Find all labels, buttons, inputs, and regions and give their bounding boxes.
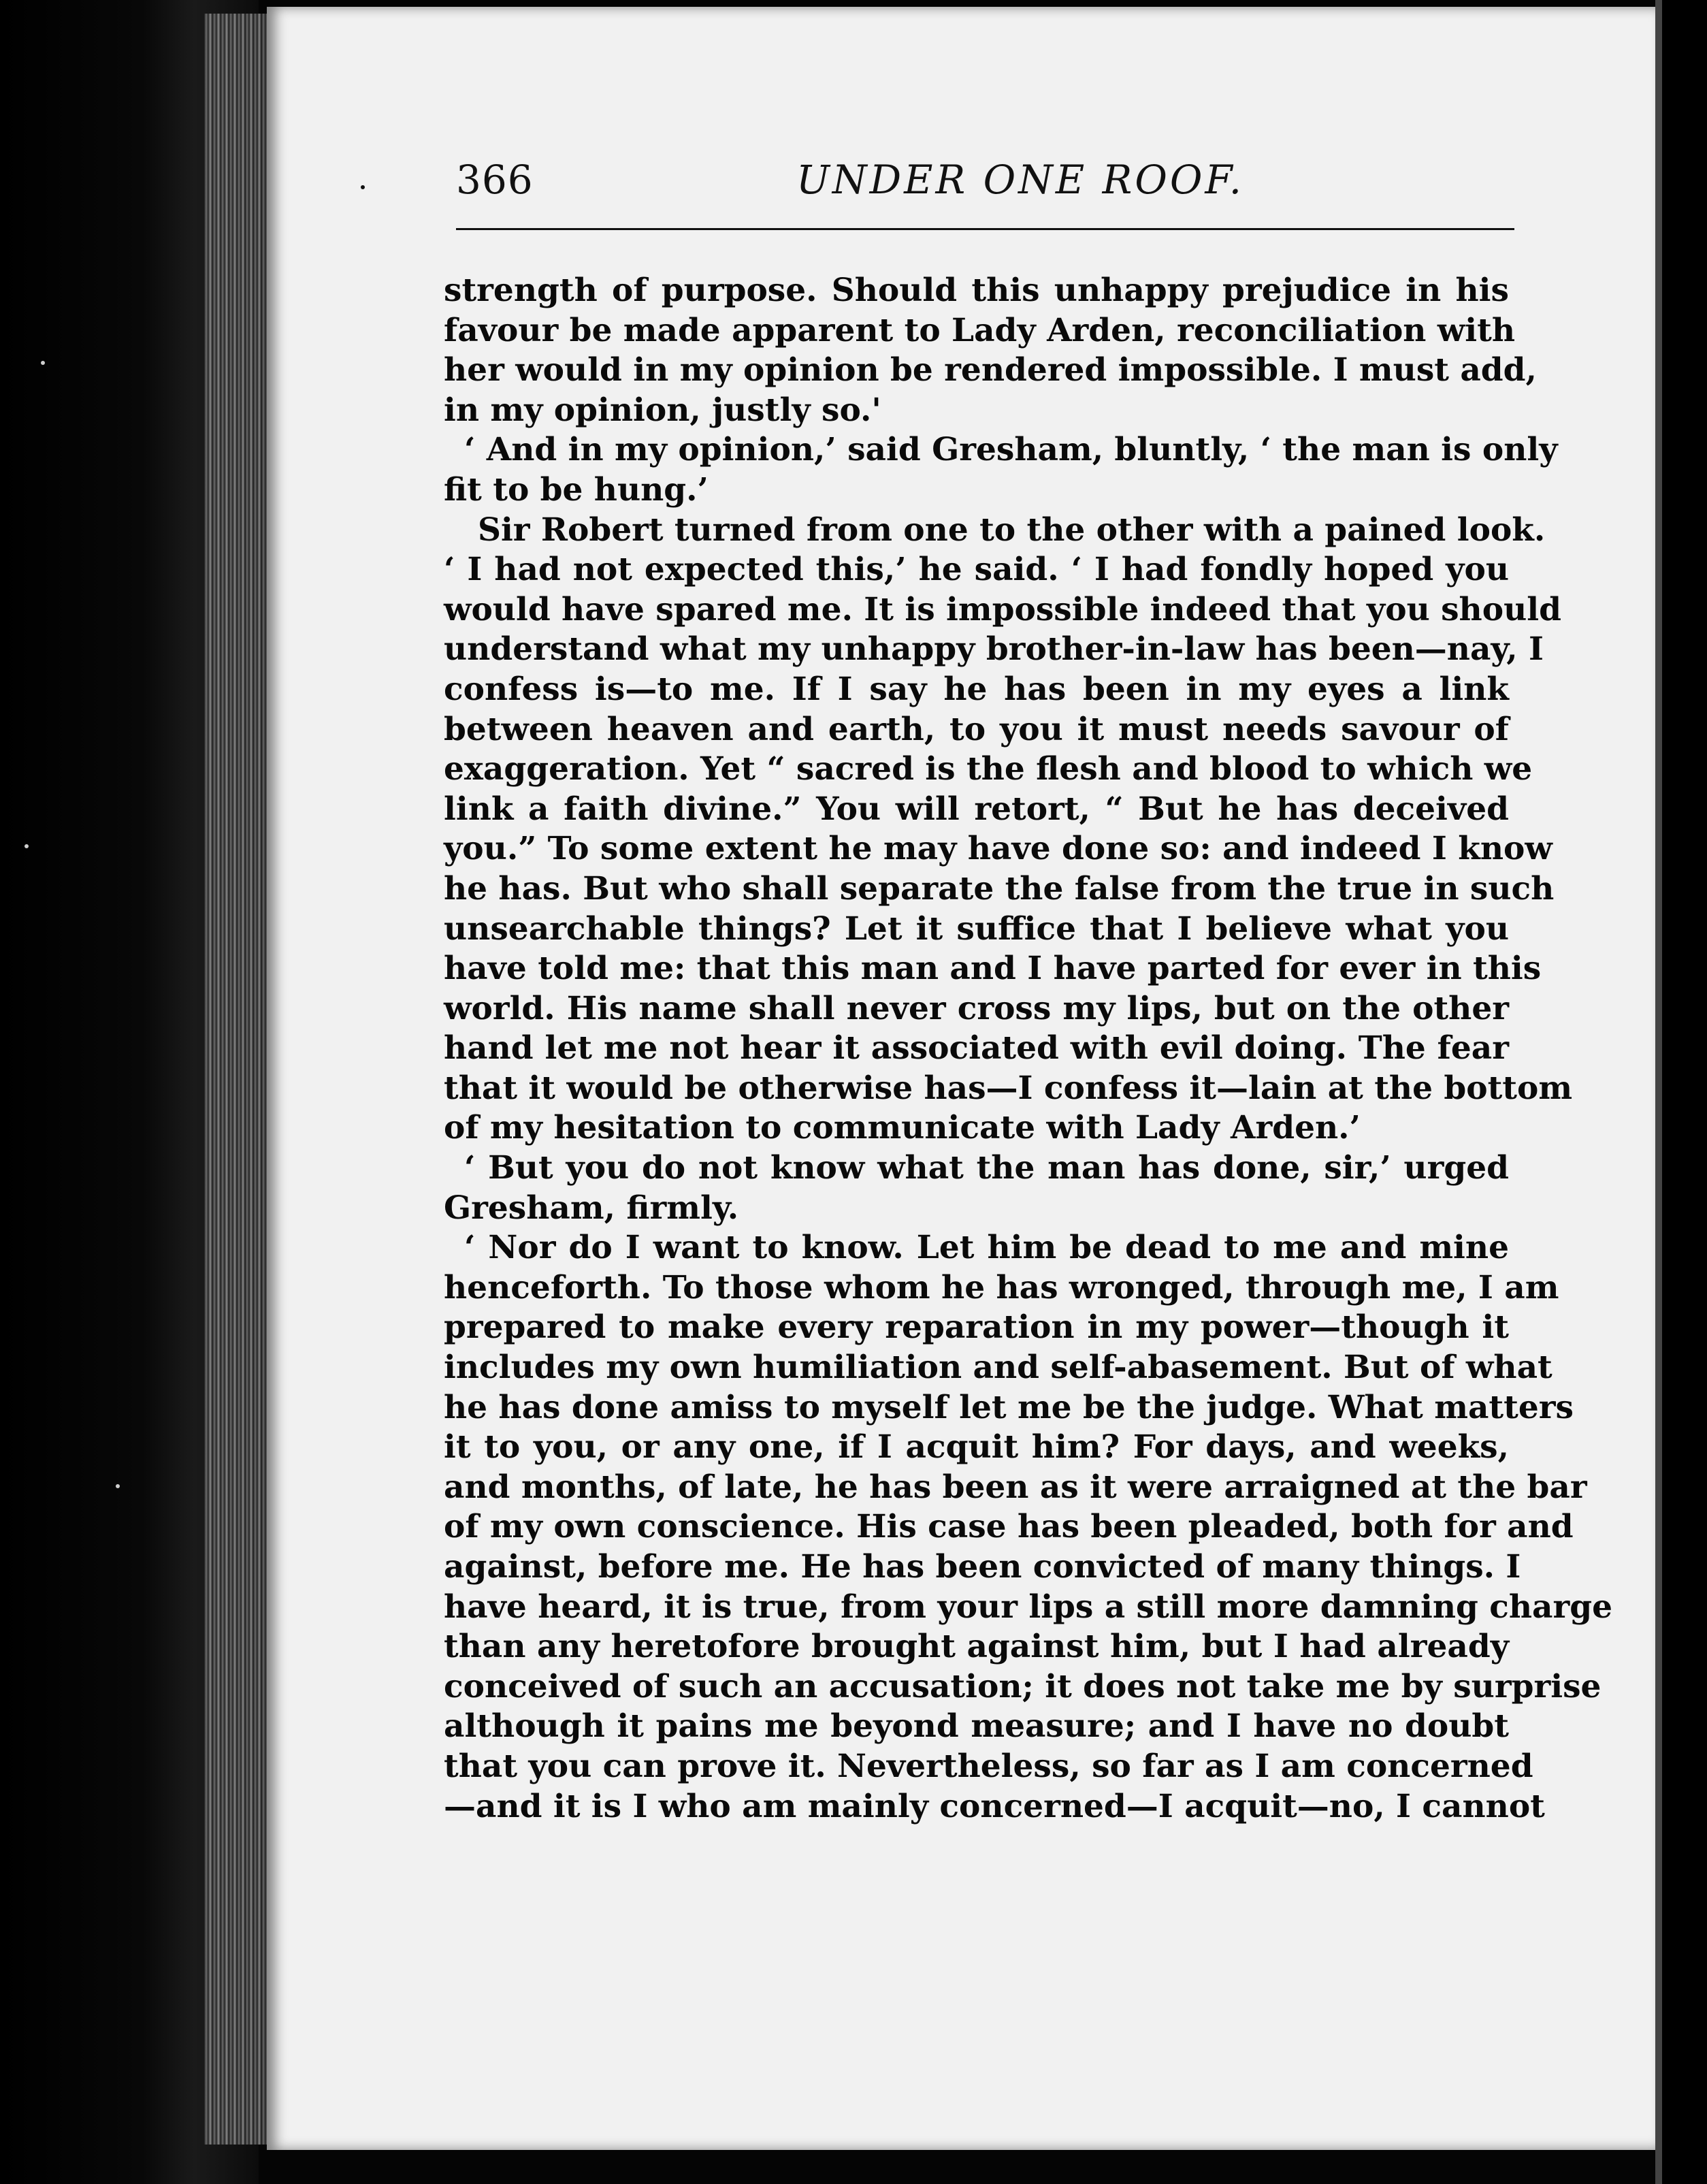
text-line: her would in my opinion be rendered impossible. I must add,: [444, 351, 1537, 389]
text-line: against, before me. He has been convicted of many things. I: [444, 1548, 1521, 1586]
text-line: although it pains me beyond measure; and I have no doubt: [444, 1707, 1509, 1746]
page-number: 366: [456, 157, 534, 203]
text-line: he has done amiss to myself let me be the judge. What matters: [444, 1388, 1574, 1426]
text-line: prepared to make every reparation in my power—though it: [444, 1308, 1509, 1347]
text-line: he has. But who shall separate the false from the true in such: [444, 869, 1555, 908]
text-line: have heard, it is true, from your lips a still more damning charge: [444, 1588, 1612, 1626]
text-line: in my opinion, justly so.': [444, 391, 881, 429]
text-line: conceived of such an accusation; it does not take me by surprise: [444, 1667, 1602, 1705]
text-line: that you can prove it. Nevertheless, so far as I am concerned: [444, 1747, 1533, 1785]
text-line: than any heretofore brought against him, but I had already: [444, 1628, 1509, 1666]
text-line: confess is—to me. If I say he has been in my eyes a link: [444, 670, 1509, 708]
text-line: world. His name shall never cross my lips, but on the other: [444, 989, 1509, 1027]
text-line: have told me: that this man and I have parted for ever in this: [444, 950, 1542, 988]
text-line: henceforth. To those whom he has wronged, through me, I am: [444, 1268, 1559, 1306]
text-line: exaggeration. Yet “ sacred is the flesh and blood to which we: [444, 750, 1533, 788]
body-text: [444, 271, 1612, 1827]
text-line: that it would be otherwise has—I confess it—lain at the bottom: [444, 1069, 1573, 1107]
running-head: [456, 157, 1514, 218]
dust-speck: [41, 361, 45, 365]
text-line: and months, of late, he has been as it were arraigned at the bar: [444, 1468, 1587, 1506]
text-line: ‘ Nor do I want to know. Let him be dead to me and mine: [464, 1229, 1509, 1267]
text-line: would have spared me. It is impossible indeed that you should: [444, 590, 1561, 628]
text-line: of my own conscience. His case has been pleaded, both for and: [444, 1508, 1574, 1546]
facing-page-edge: [1655, 0, 1707, 2184]
running-title: UNDER ONE ROOF.: [796, 157, 1245, 203]
text-line: strength of purpose. Should this unhappy prejudice in his: [444, 272, 1509, 309]
text-line: includes my own humiliation and self-abasement. But of what: [444, 1349, 1552, 1387]
text-line: it to you, or any one, if I acquit him? For days, and weeks,: [444, 1428, 1509, 1466]
text-line: ‘ But you do not know what the man has done, sir,’ urged: [464, 1149, 1509, 1187]
dust-speck: [116, 1484, 120, 1488]
header-rule: [456, 228, 1514, 230]
text-line: you.” To some extent he may have done so: and indeed I know: [444, 830, 1552, 868]
text-line: —and it is I who am mainly concerned—I acquit—no, I cannot: [444, 1787, 1545, 1825]
text-line: link a faith divine.” You will retort, “ But he has deceived: [444, 790, 1509, 828]
dust-speck: [25, 844, 29, 848]
text-line: Gresham, firmly.: [444, 1189, 739, 1227]
text-line: Sir Robert turned from one to the other with a pained look.: [478, 511, 1546, 549]
text-line: ‘ And in my opinion,’ said Gresham, bluntly, ‘ the man is only: [464, 431, 1558, 469]
text-line: of my hesitation to communicate with Lady Arden.’: [444, 1109, 1361, 1147]
text-line: unsearchable things? Let it suffice that I believe what you: [444, 910, 1509, 948]
text-line: hand let me not hear it associated with evil doing. The fear: [444, 1029, 1509, 1067]
text-line: between heaven and earth, to you it must needs savour of: [444, 710, 1509, 748]
text-line: fit to be hung.’: [444, 470, 709, 509]
ink-speck: [361, 185, 365, 189]
text-line: ‘ I had not expected this,’ he said. ‘ I had fondly hoped you: [444, 551, 1509, 589]
text-line: understand what my unhappy brother-in-law has been—nay, I: [444, 630, 1544, 669]
text-line: favour be made apparent to Lady Arden, reconciliation with: [444, 311, 1516, 349]
